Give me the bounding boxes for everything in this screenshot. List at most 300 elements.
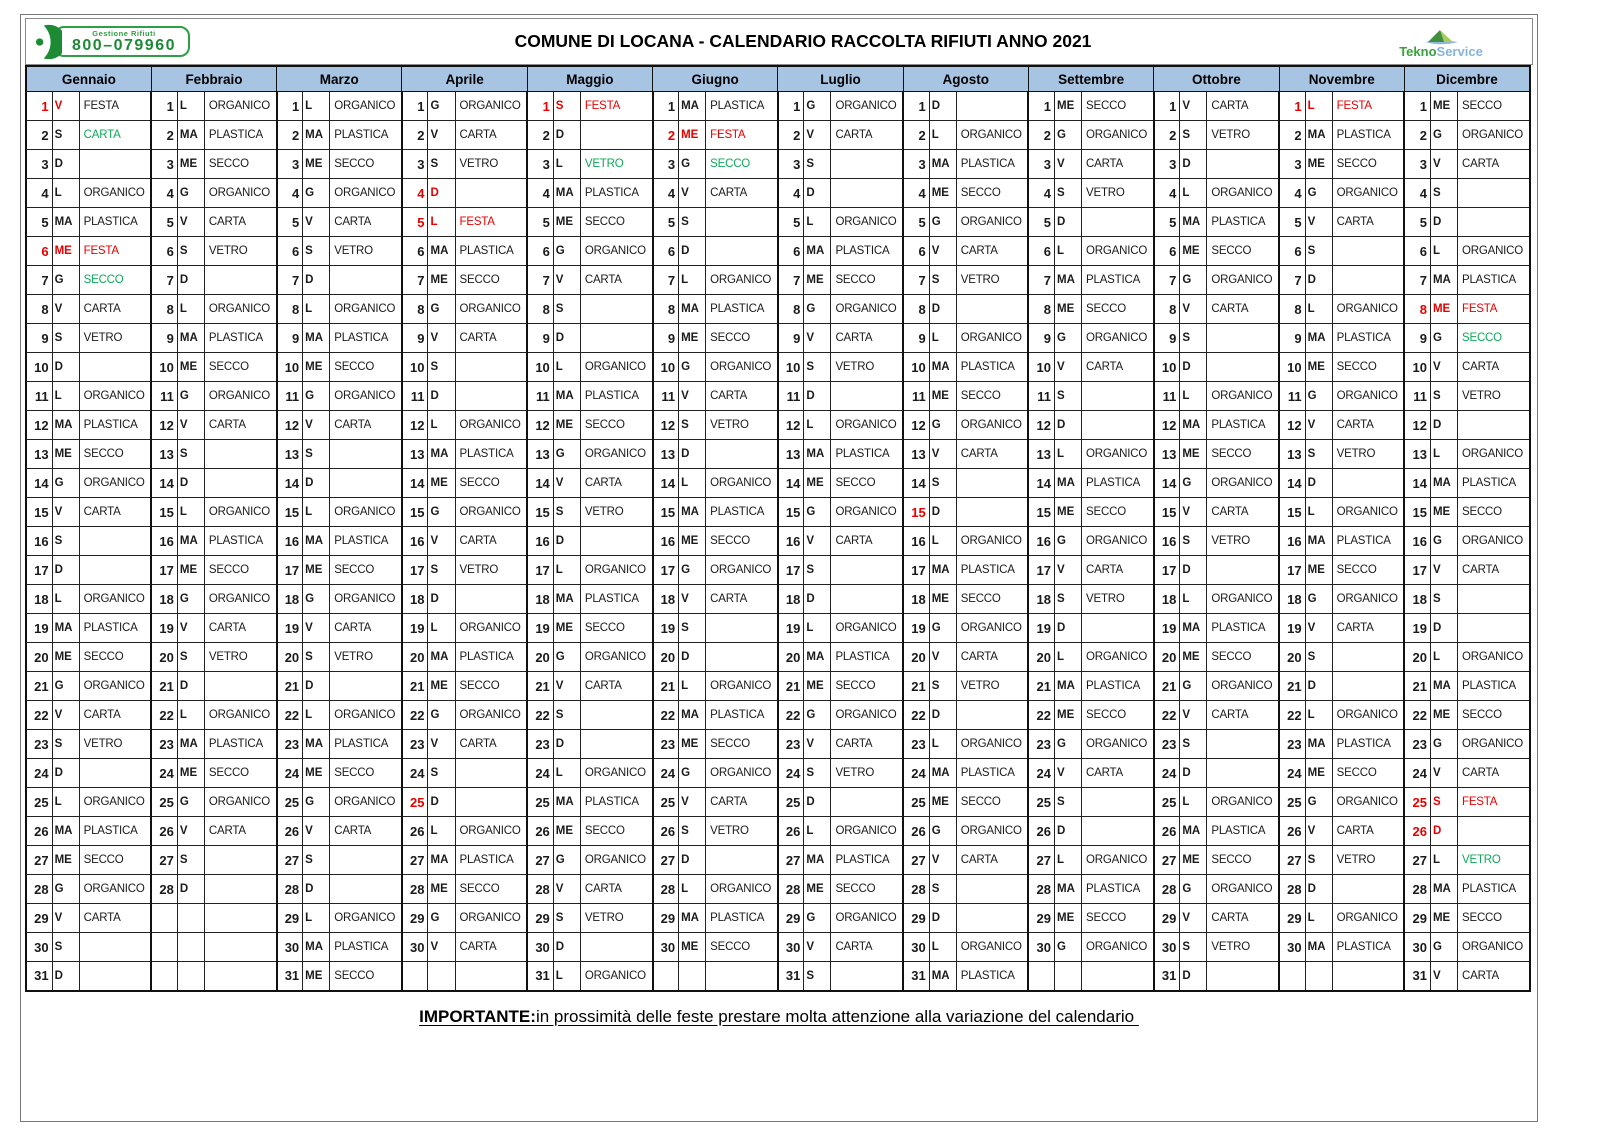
weekday-abbr: D xyxy=(1180,962,1207,991)
weekday-abbr: L xyxy=(177,92,204,121)
day-number: 7 xyxy=(778,266,804,295)
weekday-abbr: D xyxy=(929,904,956,933)
waste-type: ORGANICO xyxy=(330,788,402,817)
waste-type: SECCO xyxy=(1458,92,1531,121)
day-number: 15 xyxy=(26,498,52,527)
waste-type: CARTA xyxy=(455,933,527,962)
day-number xyxy=(151,904,177,933)
day-number xyxy=(402,962,428,991)
waste-type: CARTA xyxy=(956,237,1028,266)
waste-type: SECCO xyxy=(1207,846,1279,875)
weekday-abbr: G xyxy=(303,382,330,411)
day-number: 22 xyxy=(527,701,553,730)
waste-type: CARTA xyxy=(204,817,276,846)
weekday-abbr: G xyxy=(428,295,455,324)
weekday-abbr: L xyxy=(1430,846,1457,875)
weekday-abbr: D xyxy=(428,788,455,817)
waste-type: SECCO xyxy=(204,556,276,585)
day-number: 30 xyxy=(778,933,804,962)
day-number: 1 xyxy=(903,92,929,121)
day-number: 30 xyxy=(1028,933,1054,962)
day-number: 24 xyxy=(1279,759,1305,788)
weekday-abbr: MA xyxy=(1430,266,1457,295)
weekday-abbr: L xyxy=(553,759,580,788)
weekday-abbr: V xyxy=(553,875,580,904)
day-number: 20 xyxy=(1279,643,1305,672)
day-number: 4 xyxy=(26,179,52,208)
day-number: 15 xyxy=(527,498,553,527)
waste-type: ORGANICO xyxy=(1082,643,1154,672)
waste-type: CARTA xyxy=(1082,353,1154,382)
day-number xyxy=(151,962,177,991)
waste-type: ORGANICO xyxy=(1082,527,1154,556)
day-number: 9 xyxy=(277,324,303,353)
day-number: 12 xyxy=(1154,411,1180,440)
day-number: 19 xyxy=(1028,614,1054,643)
waste-type: SECCO xyxy=(1458,904,1531,933)
waste-type xyxy=(956,295,1028,324)
day-number: 6 xyxy=(527,237,553,266)
waste-type: ORGANICO xyxy=(1332,382,1404,411)
waste-type: VETRO xyxy=(580,498,652,527)
day-number: 4 xyxy=(527,179,553,208)
calendar-table xyxy=(25,65,1531,992)
waste-type: CARTA xyxy=(956,643,1028,672)
waste-type: CARTA xyxy=(1207,498,1279,527)
weekday-abbr: V xyxy=(553,266,580,295)
waste-type: PLASTICA xyxy=(1332,121,1404,150)
day-number: 25 xyxy=(903,788,929,817)
weekday-abbr: MA xyxy=(553,382,580,411)
day-number: 20 xyxy=(1404,643,1430,672)
weekday-abbr: D xyxy=(553,933,580,962)
waste-type: VETRO xyxy=(330,237,402,266)
day-number: 3 xyxy=(277,150,303,179)
waste-type: SECCO xyxy=(1207,440,1279,469)
day-number: 23 xyxy=(653,730,679,759)
weekday-abbr: L xyxy=(428,817,455,846)
waste-type xyxy=(580,121,652,150)
waste-type: CARTA xyxy=(330,208,402,237)
day-number: 27 xyxy=(277,846,303,875)
waste-type: PLASTICA xyxy=(956,556,1028,585)
weekday-abbr: L xyxy=(553,556,580,585)
waste-type xyxy=(1082,411,1154,440)
waste-type xyxy=(831,585,903,614)
waste-type: ORGANICO xyxy=(330,585,402,614)
waste-type xyxy=(1207,759,1279,788)
weekday-abbr: G xyxy=(428,701,455,730)
waste-type: VETRO xyxy=(1207,527,1279,556)
day-number: 11 xyxy=(151,382,177,411)
waste-type: CARTA xyxy=(1458,353,1531,382)
day-number: 21 xyxy=(527,672,553,701)
day-number: 26 xyxy=(277,817,303,846)
day-number: 20 xyxy=(26,643,52,672)
day-number: 22 xyxy=(277,701,303,730)
waste-type: PLASTICA xyxy=(330,527,402,556)
weekday-abbr: V xyxy=(52,904,79,933)
weekday-abbr: S xyxy=(804,556,831,585)
weekday-abbr: D xyxy=(1054,614,1081,643)
phone-icon xyxy=(32,24,62,60)
waste-type xyxy=(204,962,276,991)
waste-type: VETRO xyxy=(1207,933,1279,962)
weekday-abbr: D xyxy=(52,556,79,585)
waste-type: ORGANICO xyxy=(330,382,402,411)
weekday-abbr: D xyxy=(1054,411,1081,440)
waste-type: ORGANICO xyxy=(204,788,276,817)
waste-type: ORGANICO xyxy=(706,353,778,382)
waste-type: ORGANICO xyxy=(956,817,1028,846)
day-number: 18 xyxy=(1154,585,1180,614)
day-number: 9 xyxy=(778,324,804,353)
waste-type: ORGANICO xyxy=(956,614,1028,643)
weekday-abbr: ME xyxy=(1180,237,1207,266)
weekday-abbr: L xyxy=(679,875,706,904)
day-number: 26 xyxy=(402,817,428,846)
day-number: 12 xyxy=(903,411,929,440)
day-number: 12 xyxy=(26,411,52,440)
weekday-abbr: V xyxy=(428,121,455,150)
weekday-abbr: L xyxy=(1430,440,1457,469)
waste-type: SECCO xyxy=(580,208,652,237)
weekday-abbr: V xyxy=(1430,150,1457,179)
weekday-abbr: V xyxy=(1430,759,1457,788)
day-number: 8 xyxy=(402,295,428,324)
waste-type: CARTA xyxy=(1458,150,1531,179)
day-number: 10 xyxy=(527,353,553,382)
weekday-abbr: MA xyxy=(303,933,330,962)
weekday-abbr: G xyxy=(553,440,580,469)
waste-type xyxy=(79,527,151,556)
weekday-abbr: S xyxy=(1180,933,1207,962)
weekday-abbr: MA xyxy=(553,585,580,614)
day-number: 18 xyxy=(277,585,303,614)
calendar-row xyxy=(26,904,1530,933)
waste-type xyxy=(79,933,151,962)
waste-type: CARTA xyxy=(831,933,903,962)
waste-type: ORGANICO xyxy=(956,527,1028,556)
weekday-abbr: ME xyxy=(553,614,580,643)
waste-type: PLASTICA xyxy=(455,643,527,672)
weekday-abbr: G xyxy=(1180,672,1207,701)
title-bar xyxy=(25,18,1533,65)
weekday-abbr: G xyxy=(177,382,204,411)
waste-type: SECCO xyxy=(706,324,778,353)
waste-type xyxy=(831,382,903,411)
day-number: 2 xyxy=(1404,121,1430,150)
weekday-abbr: MA xyxy=(52,411,79,440)
day-number: 13 xyxy=(151,440,177,469)
weekday-abbr: V xyxy=(553,672,580,701)
day-number: 16 xyxy=(1404,527,1430,556)
weekday-abbr: L xyxy=(428,614,455,643)
waste-type xyxy=(1207,962,1279,991)
day-number: 14 xyxy=(1028,469,1054,498)
day-number: 9 xyxy=(653,324,679,353)
waste-type: ORGANICO xyxy=(1082,237,1154,266)
day-number: 5 xyxy=(1404,208,1430,237)
waste-type: SECCO xyxy=(706,527,778,556)
day-number: 8 xyxy=(1028,295,1054,324)
day-number: 5 xyxy=(402,208,428,237)
waste-type: ORGANICO xyxy=(956,208,1028,237)
weekday-abbr: S xyxy=(52,324,79,353)
waste-type: VETRO xyxy=(1458,846,1531,875)
weekday-abbr: S xyxy=(553,701,580,730)
day-number: 4 xyxy=(1028,179,1054,208)
day-number: 11 xyxy=(527,382,553,411)
day-number: 17 xyxy=(151,556,177,585)
weekday-abbr: S xyxy=(1180,121,1207,150)
weekday-abbr: V xyxy=(1054,556,1081,585)
day-number: 14 xyxy=(1154,469,1180,498)
weekday-abbr: V xyxy=(303,817,330,846)
waste-type: ORGANICO xyxy=(455,701,527,730)
day-number: 7 xyxy=(151,266,177,295)
weekday-abbr: MA xyxy=(553,788,580,817)
waste-type: SECCO xyxy=(580,411,652,440)
weekday-abbr: G xyxy=(1180,875,1207,904)
waste-type: ORGANICO xyxy=(1082,933,1154,962)
waste-type: CARTA xyxy=(455,121,527,150)
waste-type: ORGANICO xyxy=(831,208,903,237)
weekday-abbr: G xyxy=(1180,469,1207,498)
weekday-abbr: S xyxy=(804,150,831,179)
day-number: 10 xyxy=(1404,353,1430,382)
day-number: 12 xyxy=(653,411,679,440)
weekday-abbr: MA xyxy=(428,440,455,469)
waste-type: PLASTICA xyxy=(1458,469,1531,498)
weekday-abbr: G xyxy=(52,875,79,904)
day-number: 22 xyxy=(151,701,177,730)
waste-type: CARTA xyxy=(706,788,778,817)
day-number: 5 xyxy=(1154,208,1180,237)
waste-type: PLASTICA xyxy=(1082,266,1154,295)
weekday-abbr xyxy=(679,962,706,991)
weekday-abbr: L xyxy=(303,701,330,730)
day-number: 16 xyxy=(402,527,428,556)
waste-type: SECCO xyxy=(831,266,903,295)
calendar-row xyxy=(26,527,1530,556)
weekday-abbr: ME xyxy=(804,875,831,904)
day-number: 8 xyxy=(903,295,929,324)
day-number: 6 xyxy=(653,237,679,266)
weekday-abbr: MA xyxy=(679,295,706,324)
day-number: 16 xyxy=(26,527,52,556)
waste-type: SECCO xyxy=(1082,295,1154,324)
waste-type xyxy=(455,353,527,382)
weekday-abbr: G xyxy=(303,179,330,208)
waste-type: CARTA xyxy=(204,208,276,237)
waste-type: SECCO xyxy=(79,643,151,672)
day-number: 8 xyxy=(653,295,679,324)
day-number: 19 xyxy=(1279,614,1305,643)
day-number: 16 xyxy=(151,527,177,556)
waste-type: FESTA xyxy=(455,208,527,237)
waste-type: ORGANICO xyxy=(330,92,402,121)
weekday-abbr: MA xyxy=(303,527,330,556)
waste-type: CARTA xyxy=(79,701,151,730)
waste-type: ORGANICO xyxy=(1458,237,1531,266)
day-number: 21 xyxy=(1404,672,1430,701)
weekday-abbr: D xyxy=(52,759,79,788)
day-number: 6 xyxy=(1154,237,1180,266)
day-number: 26 xyxy=(527,817,553,846)
day-number: 3 xyxy=(1028,150,1054,179)
day-number: 13 xyxy=(653,440,679,469)
day-number: 19 xyxy=(653,614,679,643)
waste-type: PLASTICA xyxy=(1082,672,1154,701)
waste-type: VETRO xyxy=(706,817,778,846)
weekday-abbr: D xyxy=(804,179,831,208)
waste-type xyxy=(1458,585,1531,614)
weekday-abbr: MA xyxy=(929,962,956,991)
waste-type: SECCO xyxy=(1207,237,1279,266)
weekday-abbr: S xyxy=(1430,382,1457,411)
weekday-abbr: D xyxy=(553,121,580,150)
day-number: 31 xyxy=(778,962,804,991)
waste-type: PLASTICA xyxy=(330,121,402,150)
day-number: 25 xyxy=(1154,788,1180,817)
waste-type: ORGANICO xyxy=(1458,527,1531,556)
calendar-row xyxy=(26,92,1530,121)
waste-type: CARTA xyxy=(204,411,276,440)
weekday-abbr: V xyxy=(177,411,204,440)
waste-type: PLASTICA xyxy=(1082,875,1154,904)
weekday-abbr: D xyxy=(679,237,706,266)
waste-type: ORGANICO xyxy=(580,353,652,382)
waste-type: ORGANICO xyxy=(831,614,903,643)
waste-type: CARTA xyxy=(79,295,151,324)
day-number: 28 xyxy=(1154,875,1180,904)
waste-type: ORGANICO xyxy=(831,295,903,324)
waste-type: PLASTICA xyxy=(1458,266,1531,295)
day-number: 18 xyxy=(1028,585,1054,614)
day-number: 9 xyxy=(1404,324,1430,353)
waste-type xyxy=(831,962,903,991)
waste-type xyxy=(204,904,276,933)
day-number: 28 xyxy=(653,875,679,904)
waste-type: PLASTICA xyxy=(956,353,1028,382)
day-number: 3 xyxy=(903,150,929,179)
day-number: 7 xyxy=(1028,266,1054,295)
day-number: 26 xyxy=(1028,817,1054,846)
waste-type: VETRO xyxy=(1082,179,1154,208)
day-number: 18 xyxy=(903,585,929,614)
waste-type: CARTA xyxy=(1332,614,1404,643)
day-number: 13 xyxy=(1279,440,1305,469)
weekday-abbr: D xyxy=(679,440,706,469)
weekday-abbr xyxy=(1305,962,1332,991)
waste-type: ORGANICO xyxy=(1082,846,1154,875)
weekday-abbr: V xyxy=(929,846,956,875)
waste-type xyxy=(1207,353,1279,382)
waste-type: PLASTICA xyxy=(956,150,1028,179)
day-number: 2 xyxy=(277,121,303,150)
month-header-aprile: Aprile xyxy=(402,66,527,92)
day-number: 23 xyxy=(1404,730,1430,759)
day-number: 30 xyxy=(527,933,553,962)
day-number: 5 xyxy=(151,208,177,237)
day-number: 6 xyxy=(1404,237,1430,266)
weekday-abbr: G xyxy=(177,179,204,208)
waste-type: VETRO xyxy=(455,150,527,179)
weekday-abbr: V xyxy=(1180,701,1207,730)
day-number: 4 xyxy=(1404,179,1430,208)
waste-type: CARTA xyxy=(1082,150,1154,179)
day-number: 19 xyxy=(151,614,177,643)
weekday-abbr: S xyxy=(929,266,956,295)
waste-type xyxy=(1332,643,1404,672)
weekday-abbr: S xyxy=(679,614,706,643)
weekday-abbr: S xyxy=(553,295,580,324)
weekday-abbr: ME xyxy=(1430,904,1457,933)
weekday-abbr: S xyxy=(428,556,455,585)
waste-type: ORGANICO xyxy=(580,962,652,991)
day-number: 29 xyxy=(653,904,679,933)
day-number: 14 xyxy=(1404,469,1430,498)
weekday-abbr: S xyxy=(1054,585,1081,614)
waste-type: PLASTICA xyxy=(455,237,527,266)
day-number: 29 xyxy=(277,904,303,933)
weekday-abbr: MA xyxy=(679,498,706,527)
waste-type: SECCO xyxy=(1082,904,1154,933)
weekday-abbr: MA xyxy=(1430,469,1457,498)
waste-type xyxy=(1207,556,1279,585)
day-number: 9 xyxy=(26,324,52,353)
weekday-abbr: G xyxy=(303,585,330,614)
day-number: 5 xyxy=(1028,208,1054,237)
day-number: 6 xyxy=(402,237,428,266)
waste-type: ORGANICO xyxy=(1207,585,1279,614)
waste-type: SECCO xyxy=(1458,498,1531,527)
waste-type: FESTA xyxy=(1458,788,1531,817)
weekday-abbr: ME xyxy=(177,150,204,179)
weekday-abbr: S xyxy=(679,411,706,440)
weekday-abbr: MA xyxy=(52,614,79,643)
waste-type: ORGANICO xyxy=(580,846,652,875)
day-number: 14 xyxy=(527,469,553,498)
day-number: 2 xyxy=(26,121,52,150)
weekday-abbr: S xyxy=(303,440,330,469)
waste-type xyxy=(330,672,402,701)
day-number: 1 xyxy=(26,92,52,121)
day-number: 24 xyxy=(151,759,177,788)
weekday-abbr: ME xyxy=(428,266,455,295)
day-number: 1 xyxy=(527,92,553,121)
day-number: 16 xyxy=(1028,527,1054,556)
waste-type: SECCO xyxy=(956,585,1028,614)
brand-part-tekno: Tekno xyxy=(1399,43,1437,59)
weekday-abbr: L xyxy=(303,904,330,933)
weekday-abbr: L xyxy=(177,498,204,527)
day-number: 17 xyxy=(1154,556,1180,585)
waste-type xyxy=(706,440,778,469)
day-number: 25 xyxy=(527,788,553,817)
day-number: 24 xyxy=(26,759,52,788)
weekday-abbr: MA xyxy=(929,150,956,179)
waste-type: ORGANICO xyxy=(330,295,402,324)
day-number: 9 xyxy=(1154,324,1180,353)
waste-type: SECCO xyxy=(580,817,652,846)
waste-type: ORGANICO xyxy=(1207,875,1279,904)
weekday-abbr: V xyxy=(679,585,706,614)
waste-type: SECCO xyxy=(330,759,402,788)
day-number: 26 xyxy=(1154,817,1180,846)
waste-type: ORGANICO xyxy=(1207,469,1279,498)
